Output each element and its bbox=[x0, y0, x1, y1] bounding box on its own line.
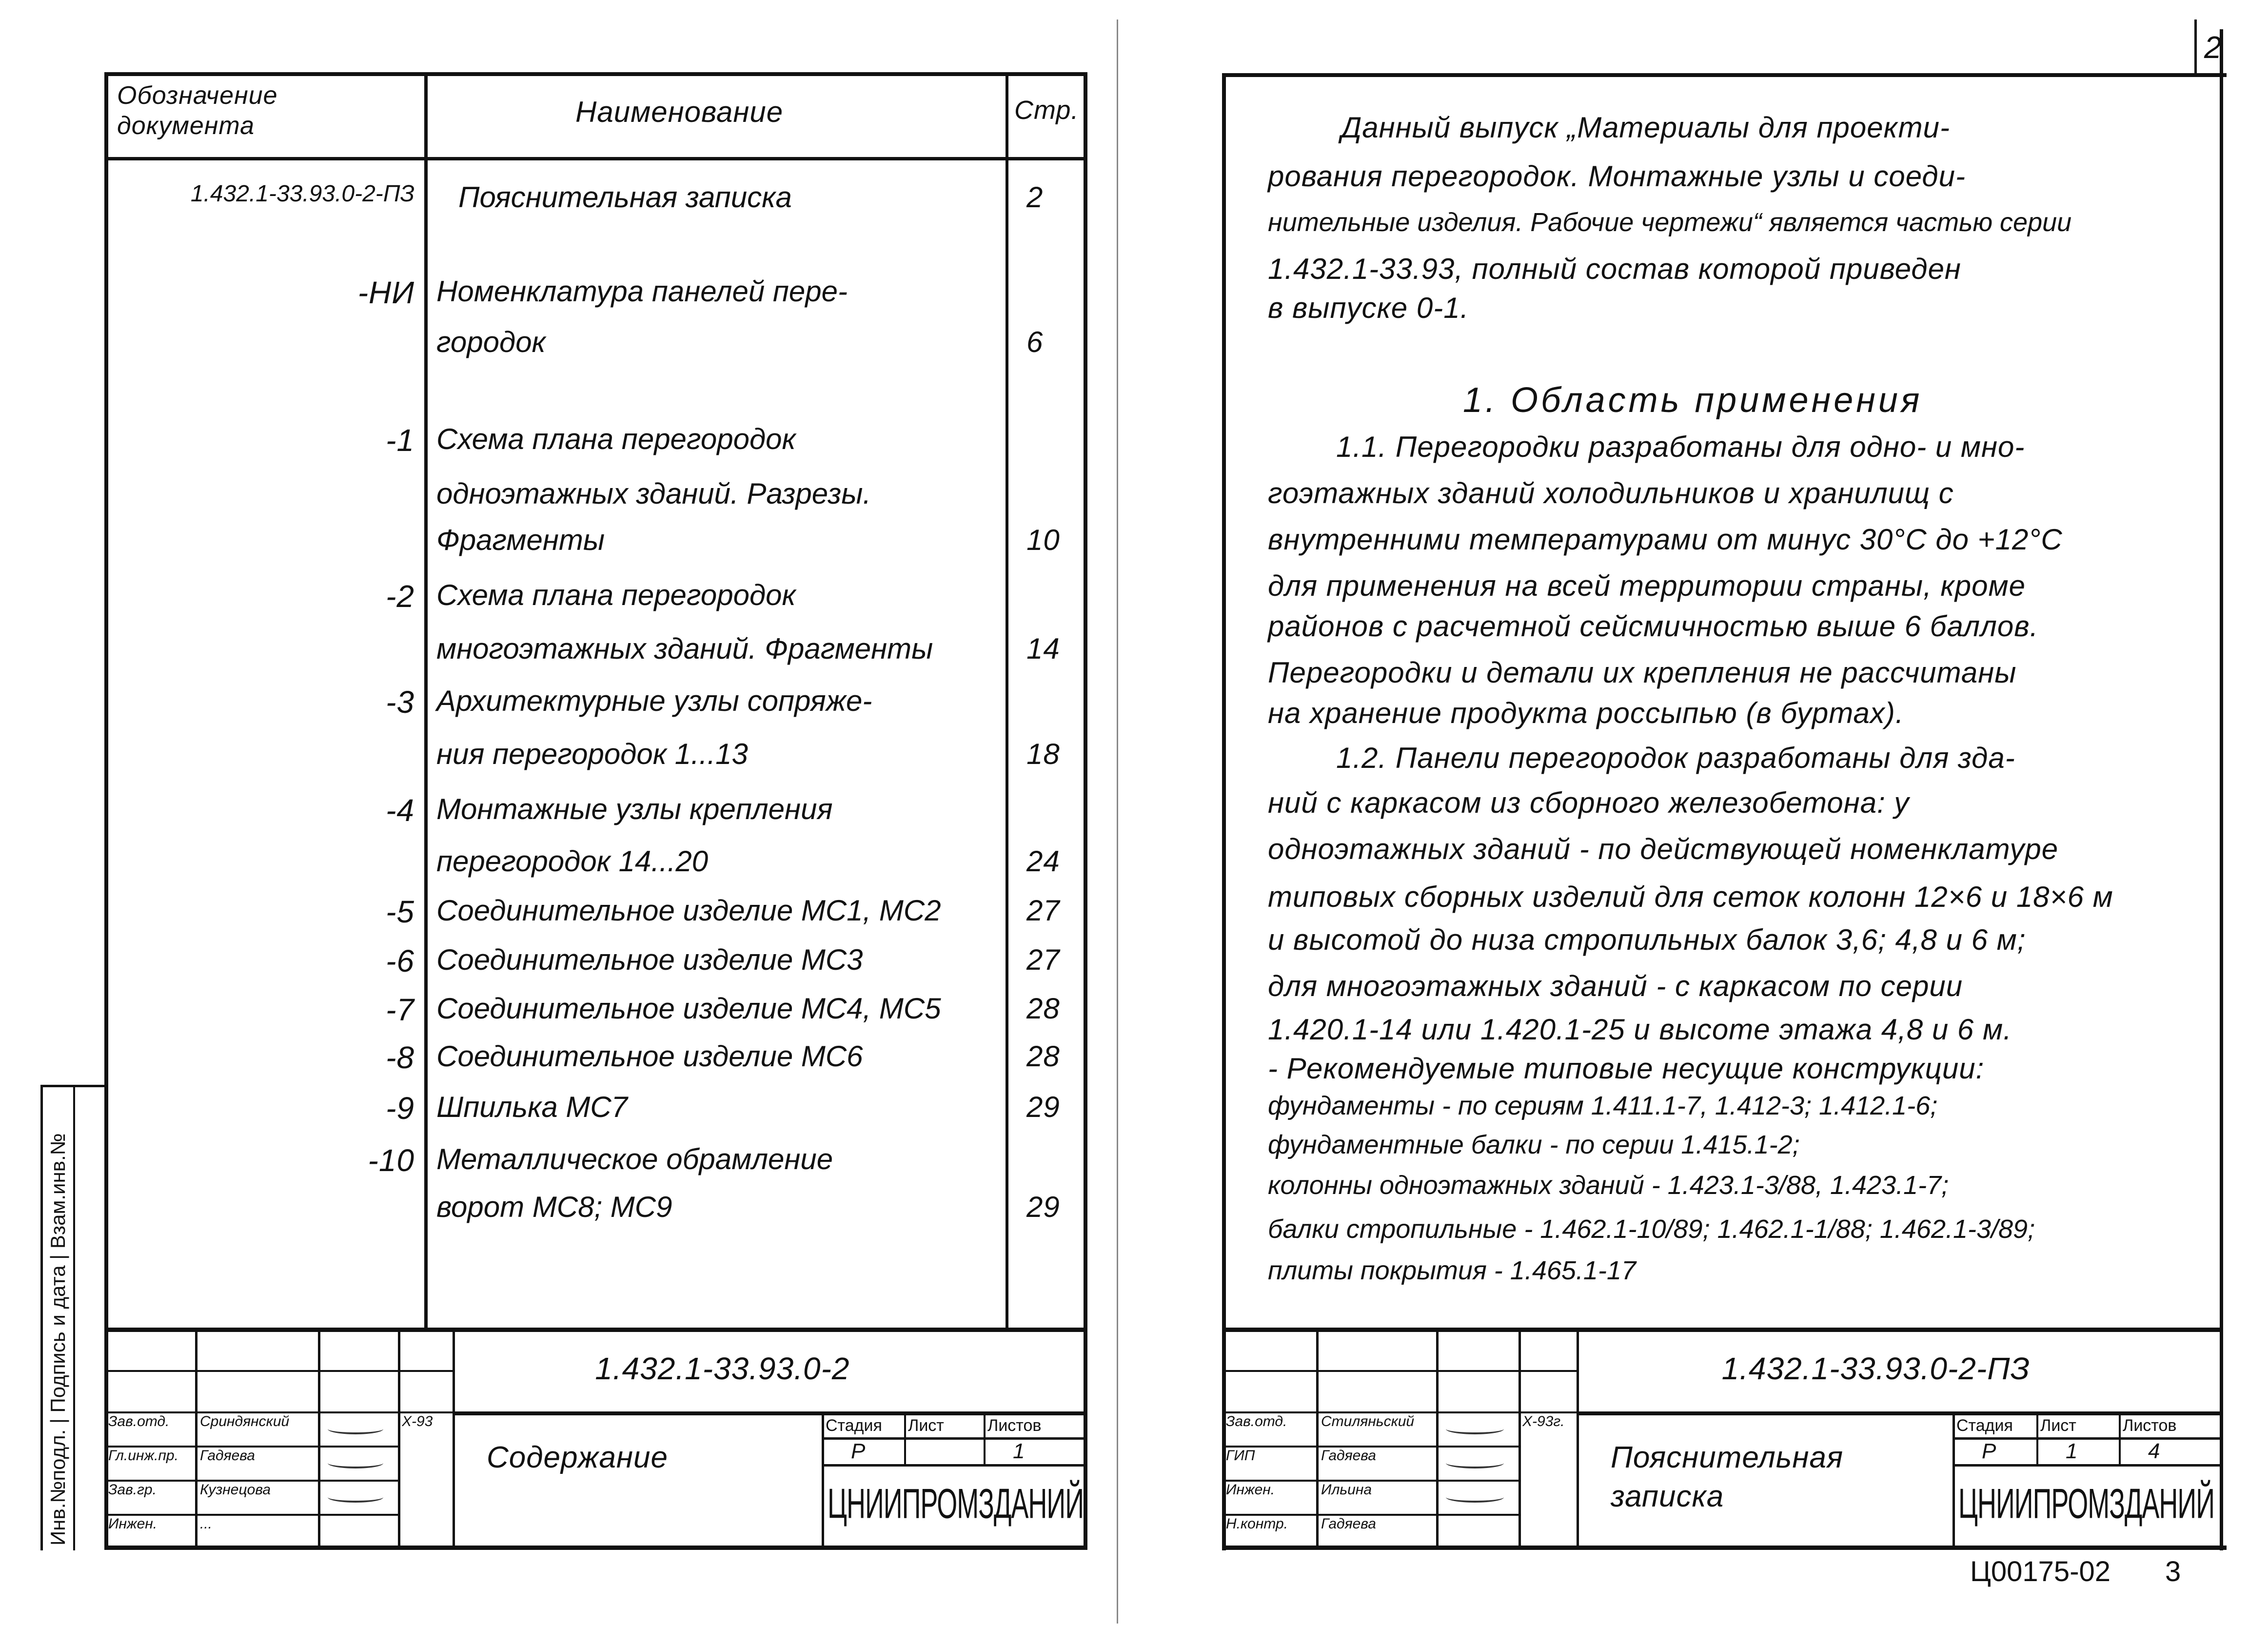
intro-line: рования перегородок. Монтажные узлы и соеди- bbox=[1268, 160, 1966, 193]
entry-page: 29 bbox=[1026, 1091, 1060, 1123]
stage-header-sheets_label: Листов bbox=[2123, 1416, 2177, 1435]
entry-page: 28 bbox=[1026, 992, 1060, 1025]
title-block-col bbox=[398, 1328, 400, 1546]
para2-line: и высотой до низа стропильных балок 3,6; 4,8 и 6 м; bbox=[1268, 923, 2026, 956]
title-block-divider bbox=[453, 1411, 1087, 1415]
para2-line: ний с каркасом из сборного железобетона: у bbox=[1268, 786, 1910, 819]
title-block-top bbox=[104, 1328, 1087, 1332]
intro-line: в выпуске 0-1. bbox=[1268, 292, 1469, 324]
signature-mark bbox=[1446, 1424, 1504, 1434]
para1-line: гоэтажных зданий холодильников и хранилищ с bbox=[1268, 477, 1954, 509]
signer-row-line bbox=[104, 1480, 398, 1482]
entry-title-line: городок bbox=[436, 326, 546, 358]
entry-page: 24 bbox=[1026, 845, 1060, 878]
stamp-signature-date: Подпись и дата bbox=[46, 1265, 69, 1413]
entry-code: -6 bbox=[386, 943, 414, 979]
intro-line: 1.432.1-33.93, полный состав которой приведен bbox=[1268, 253, 1961, 285]
section-heading: 1. Область применения bbox=[1463, 381, 1923, 420]
signer-role: Зав.гр. bbox=[108, 1482, 157, 1498]
para1-line: для применения на всей территории страны, кроме bbox=[1268, 569, 2026, 602]
entry-title-line: Соединительное изделие МС6 bbox=[436, 1040, 863, 1073]
signer-row-line bbox=[1222, 1514, 1519, 1516]
entry-code: -5 bbox=[386, 894, 414, 929]
entry-title-line: многоэтажных зданий. Фрагменты bbox=[436, 632, 933, 665]
para2-line: типовых сборных изделий для сеток колонн 12×6 и 18×6 м bbox=[1268, 881, 2113, 913]
para2-line: 1.420.1-14 или 1.420.1-25 и высоте этажа 4,8 и 6 м. bbox=[1268, 1013, 2012, 1046]
stage-header-sheets_label: Листов bbox=[987, 1416, 1042, 1435]
entry-title-line: Монтажные узлы крепления bbox=[436, 793, 833, 825]
para2-line: для многоэтажных зданий - с каркасом по серии bbox=[1268, 970, 1963, 1002]
title-block-col bbox=[453, 1328, 455, 1546]
stage-value-sheets: 4 bbox=[2148, 1439, 2161, 1463]
intro-line: нительные изделия. Рабочие чертежи“ является частью серии bbox=[1268, 208, 2072, 237]
signer-role: Инжен. bbox=[1226, 1482, 1275, 1498]
stamp-labels: Инв.№подл. | Подпись и дата | Взам.инв.№ bbox=[46, 1133, 69, 1546]
entry-title-line: перегородок 14...20 bbox=[436, 845, 709, 878]
entry-title-line: Схема плана перегородок bbox=[436, 579, 796, 611]
entry-code: -4 bbox=[386, 793, 414, 828]
signer-date bbox=[1522, 1516, 1574, 1547]
entry-code: -3 bbox=[386, 685, 414, 720]
entry-page: 18 bbox=[1026, 738, 1060, 770]
para1-line: Перегородки и детали их крепления не рассчитаны bbox=[1268, 656, 2017, 689]
title-block-row bbox=[1222, 1411, 1577, 1413]
stage-value-sheet: 1 bbox=[2066, 1439, 2078, 1463]
signer-date bbox=[402, 1482, 450, 1513]
archive-code: Ц00175-02 bbox=[1970, 1556, 2111, 1587]
stage-header-sheet_label: Лист bbox=[2040, 1416, 2076, 1435]
signer-name: Ильина bbox=[1321, 1482, 1372, 1498]
entry-title-line: Шпилька МС7 bbox=[436, 1091, 628, 1123]
entry-code: -10 bbox=[368, 1143, 414, 1178]
entry-title-line: ворот МС8; МС9 bbox=[436, 1191, 672, 1223]
stage-box-border bbox=[1952, 1411, 1955, 1546]
frame-right bbox=[2220, 29, 2223, 1550]
signer-name: Гадяева bbox=[200, 1448, 255, 1464]
entry-page: 28 bbox=[1026, 1040, 1060, 1073]
entry-code: -2 bbox=[386, 579, 414, 614]
entry-title-line: Соединительное изделие МС3 bbox=[436, 943, 863, 976]
organization-name: ЦНИИПРОМЗДАНИЙ bbox=[1958, 1480, 2215, 1527]
entry-code: 1.432.1-33.93.0-2-ПЗ bbox=[190, 181, 414, 207]
stage-value-sheets: 1 bbox=[1013, 1439, 1026, 1463]
para2-line: балки стропильные - 1.462.1-10/89; 1.462.1-1/88; 1.462.1-3/89; bbox=[1268, 1214, 2035, 1244]
organization-name: ЦНИИПРОМЗДАНИЙ bbox=[828, 1480, 1084, 1527]
entry-title-line: Металлическое обрамление bbox=[436, 1143, 833, 1175]
signature-mark bbox=[328, 1424, 383, 1434]
entry-code: -7 bbox=[386, 992, 414, 1027]
para1-line: на хранение продукта россыпью (в буртах). bbox=[1268, 697, 1904, 729]
intro-line: Данный выпуск „Материалы для проекти- bbox=[1341, 111, 1950, 144]
stage-value-stage: Р bbox=[1982, 1439, 1997, 1463]
entry-title-line: Фрагменты bbox=[436, 524, 605, 556]
header-page: Стр. bbox=[1014, 96, 1079, 125]
frame-top bbox=[104, 72, 1087, 76]
para1-line: внутренними температурами от минус 30°С до +12°С bbox=[1268, 523, 2063, 556]
title-block-top bbox=[1222, 1328, 2223, 1332]
para1-line: районов с расчетной сейсмичностью выше 6 баллов. bbox=[1268, 610, 2039, 643]
signature-mark bbox=[1446, 1458, 1504, 1468]
stamp-border bbox=[40, 1085, 43, 1550]
signer-row-line bbox=[104, 1446, 398, 1448]
entry-page: 29 bbox=[1026, 1191, 1060, 1223]
fold-line bbox=[1117, 20, 1118, 1624]
signer-name: Гадяева bbox=[1321, 1516, 1376, 1532]
signer-name: Кузнецова bbox=[200, 1482, 271, 1498]
signer-row-line bbox=[1222, 1446, 1519, 1448]
entry-title-line: Номенклатура панелей пере- bbox=[436, 275, 848, 308]
signature-mark bbox=[1446, 1492, 1504, 1503]
header-designation: Обозначение документа bbox=[117, 81, 278, 140]
entry-page: 6 bbox=[1026, 326, 1044, 358]
entry-page: 10 bbox=[1026, 524, 1060, 556]
signer-date bbox=[1522, 1482, 1574, 1513]
header-divider bbox=[104, 157, 1087, 160]
entry-title-line: Схема плана перегородок bbox=[436, 423, 796, 455]
para1-line: 1.1. Перегородки разработаны для одно- и мно- bbox=[1336, 431, 2025, 463]
signer-date bbox=[402, 1516, 450, 1547]
stage-box-border bbox=[822, 1411, 824, 1546]
signer-role: Н.контр. bbox=[1226, 1516, 1288, 1532]
entry-code: -НИ bbox=[357, 275, 414, 310]
entry-page: 2 bbox=[1026, 181, 1044, 214]
stage-box-border bbox=[822, 1464, 1087, 1467]
signer-name: ... bbox=[200, 1516, 213, 1532]
entry-page: 27 bbox=[1026, 943, 1060, 976]
signer-name: Гадяева bbox=[1321, 1448, 1376, 1464]
page-box bbox=[2194, 20, 2197, 76]
page-number: 2 bbox=[2204, 30, 2222, 65]
title-block-col bbox=[1577, 1328, 1579, 1546]
signer-role: Гл.инж.пр. bbox=[108, 1448, 178, 1464]
para2-line: фундаментные балки - по серии 1.415.1-2; bbox=[1268, 1130, 1800, 1159]
stamp-inv-no: Инв.№подл. bbox=[46, 1429, 69, 1546]
para2-line: плиты покрытия - 1.465.1-17 bbox=[1268, 1256, 1636, 1285]
stage-header-stage_label: Стадия bbox=[826, 1416, 882, 1435]
para2-line: 1.2. Панели перегородок разработаны для зда- bbox=[1336, 742, 2015, 774]
signer-row-line bbox=[104, 1514, 398, 1516]
signer-row-line bbox=[1222, 1480, 1519, 1482]
entry-page: 27 bbox=[1026, 894, 1060, 927]
signer-name: Стиляньский bbox=[1321, 1414, 1415, 1429]
entry-code: -9 bbox=[386, 1091, 414, 1126]
signer-name: Сриндянский bbox=[200, 1414, 290, 1429]
stamp-border bbox=[73, 1085, 75, 1550]
signer-date bbox=[402, 1448, 450, 1479]
stage-value-stage: Р bbox=[851, 1439, 866, 1463]
signer-role: Инжен. bbox=[108, 1516, 158, 1532]
stage-box-border bbox=[1952, 1464, 2223, 1467]
signer-date: Х-93 bbox=[402, 1414, 433, 1429]
title-block-row bbox=[104, 1411, 453, 1413]
entry-title-line: Пояснительная записка bbox=[458, 181, 792, 214]
signature-mark bbox=[328, 1458, 383, 1468]
entry-title-line: одноэтажных зданий. Разрезы. bbox=[436, 477, 871, 510]
col-divider bbox=[424, 72, 428, 1330]
signer-role: Зав.отд. bbox=[1226, 1414, 1287, 1429]
stage-header-sheet_label: Лист bbox=[908, 1416, 944, 1435]
document-code: 1.432.1-33.93.0-2-ПЗ bbox=[1721, 1351, 2030, 1386]
title-block-divider bbox=[1577, 1411, 2223, 1415]
title-block-row bbox=[104, 1370, 453, 1372]
entry-code: -1 bbox=[386, 423, 414, 458]
document-title: Содержание bbox=[487, 1441, 669, 1474]
signer-date: Х-93г. bbox=[1522, 1414, 1565, 1429]
para2-line: колонны одноэтажных зданий - 1.423.1-3/88, 1.423.1-7; bbox=[1268, 1171, 1949, 1200]
frame-top bbox=[1222, 73, 2227, 77]
entry-page: 14 bbox=[1026, 632, 1060, 665]
stamp-replace-inv: Взам.инв.№ bbox=[46, 1133, 69, 1249]
signer-date bbox=[1522, 1448, 1574, 1479]
para2-line: фундаменты - по сериям 1.411.1-7, 1.412-3; 1.412.1-6; bbox=[1268, 1091, 1938, 1120]
header-name: Наименование bbox=[575, 96, 784, 128]
col-divider bbox=[1006, 72, 1008, 1330]
entry-title-line: Архитектурные узлы сопряже- bbox=[436, 685, 872, 717]
document-title: Пояснительная записка bbox=[1611, 1441, 1844, 1513]
signer-role: ГИП bbox=[1226, 1448, 1255, 1464]
stage-header-stage_label: Стадия bbox=[1956, 1416, 2013, 1435]
archive-sheet-number: 3 bbox=[2165, 1556, 2182, 1587]
para2-line: одноэтажных зданий - по действующей номенклатуре bbox=[1268, 833, 2059, 865]
entry-title-line: ния перегородок 1...13 bbox=[436, 738, 748, 770]
entry-code: -8 bbox=[386, 1040, 414, 1075]
signature-mark bbox=[328, 1492, 383, 1503]
title-block-col bbox=[1519, 1328, 1521, 1546]
entry-title-line: Соединительное изделие МС1, МС2 bbox=[436, 894, 941, 927]
title-block-row bbox=[1222, 1370, 1577, 1372]
para2-line: - Рекомендуемые типовые несущие конструкции: bbox=[1268, 1052, 1985, 1085]
document-code: 1.432.1-33.93.0-2 bbox=[595, 1351, 850, 1386]
signer-role: Зав.отд. bbox=[108, 1414, 170, 1429]
entry-title-line: Соединительное изделие МС4, МС5 bbox=[436, 992, 941, 1025]
